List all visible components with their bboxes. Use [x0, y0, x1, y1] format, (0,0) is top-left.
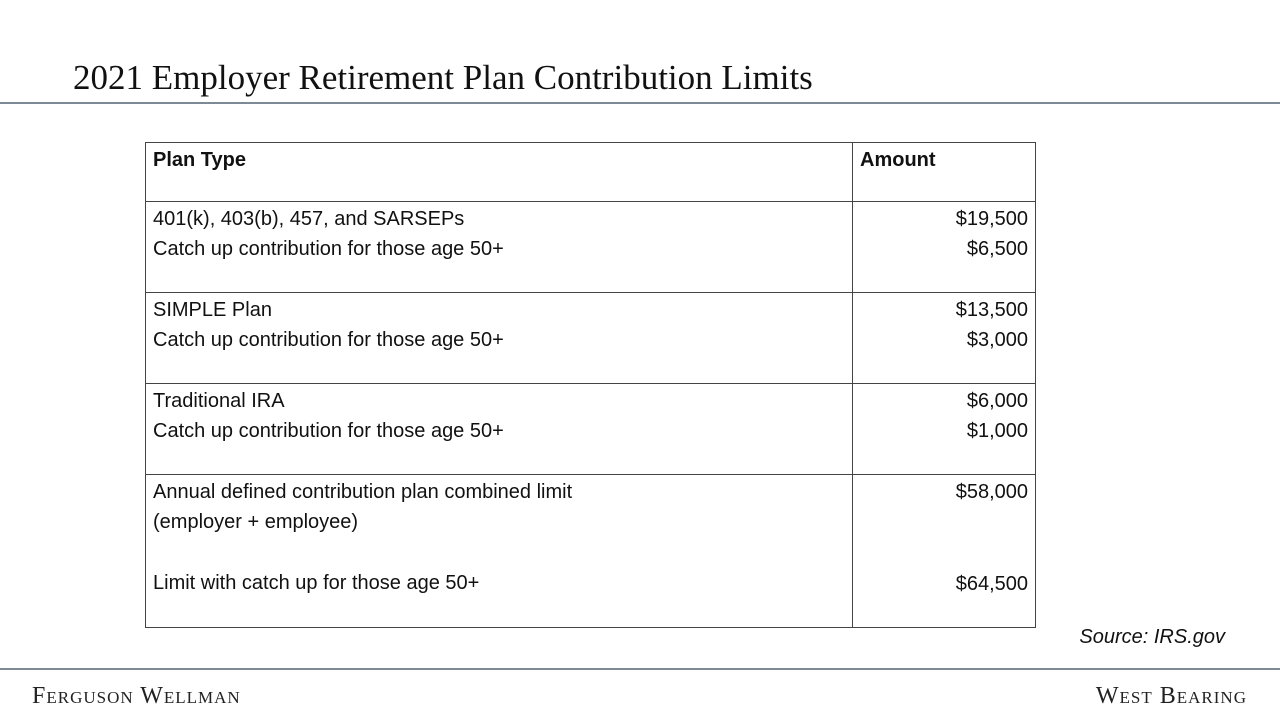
- plan-type-cell: [146, 293, 853, 384]
- plan-type-cell: [146, 202, 853, 293]
- plan-name: 401(k), 403(b), 457, and SARSEPs: [153, 208, 465, 230]
- catch-up-label: Limit with catch up for those age 50+: [153, 572, 480, 594]
- table-row: [146, 384, 1036, 475]
- plan-name-continued: (employer + employee): [153, 511, 359, 533]
- row-spacer: [860, 538, 1028, 569]
- catch-up-amount: $6,500: [966, 238, 1028, 260]
- footer-divider: [0, 668, 1280, 670]
- plan-type-cell: [146, 475, 853, 628]
- plan-name: Traditional IRA: [153, 390, 285, 412]
- table-row: [146, 202, 1036, 293]
- row-spacer: [860, 507, 1028, 538]
- amount-cell: [853, 475, 1036, 628]
- amount-cell: [853, 202, 1036, 293]
- row-spacer: [153, 537, 845, 568]
- slide-title: 2021 Employer Retirement Plan Contribution Limits: [73, 58, 813, 97]
- plan-amount: $58,000: [955, 481, 1028, 503]
- plan-amount: $6,000: [966, 390, 1028, 412]
- catch-up-label: Catch up contribution for those age 50+: [153, 420, 504, 442]
- amount-cell: [853, 384, 1036, 475]
- west-bearing-logo: West Bearing: [1095, 683, 1247, 709]
- contribution-limits-table: [145, 142, 1036, 628]
- catch-up-amount: $3,000: [966, 329, 1028, 351]
- title-divider: [0, 102, 1280, 104]
- plan-type-cell: [146, 384, 853, 475]
- plan-amount: $13,500: [955, 299, 1028, 321]
- table-row: [146, 475, 1036, 628]
- plan-amount: $19,500: [955, 208, 1028, 230]
- catch-up-amount: $64,500: [955, 573, 1028, 595]
- source-note: Source: IRS.gov: [1079, 626, 1225, 648]
- catch-up-label: Catch up contribution for those age 50+: [153, 329, 504, 351]
- table-header-row: [146, 143, 1036, 202]
- plan-name: Annual defined contribution plan combined limit: [153, 481, 573, 503]
- ferguson-wellman-logo: Ferguson Wellman: [32, 683, 241, 709]
- plan-name: SIMPLE Plan: [153, 299, 272, 321]
- catch-up-label: Catch up contribution for those age 50+: [153, 238, 504, 260]
- amount-cell: [853, 293, 1036, 384]
- catch-up-amount: $1,000: [966, 420, 1028, 442]
- table-row: [146, 293, 1036, 384]
- plan-type-header: Plan Type: [146, 143, 853, 202]
- amount-header: Amount: [853, 143, 1036, 202]
